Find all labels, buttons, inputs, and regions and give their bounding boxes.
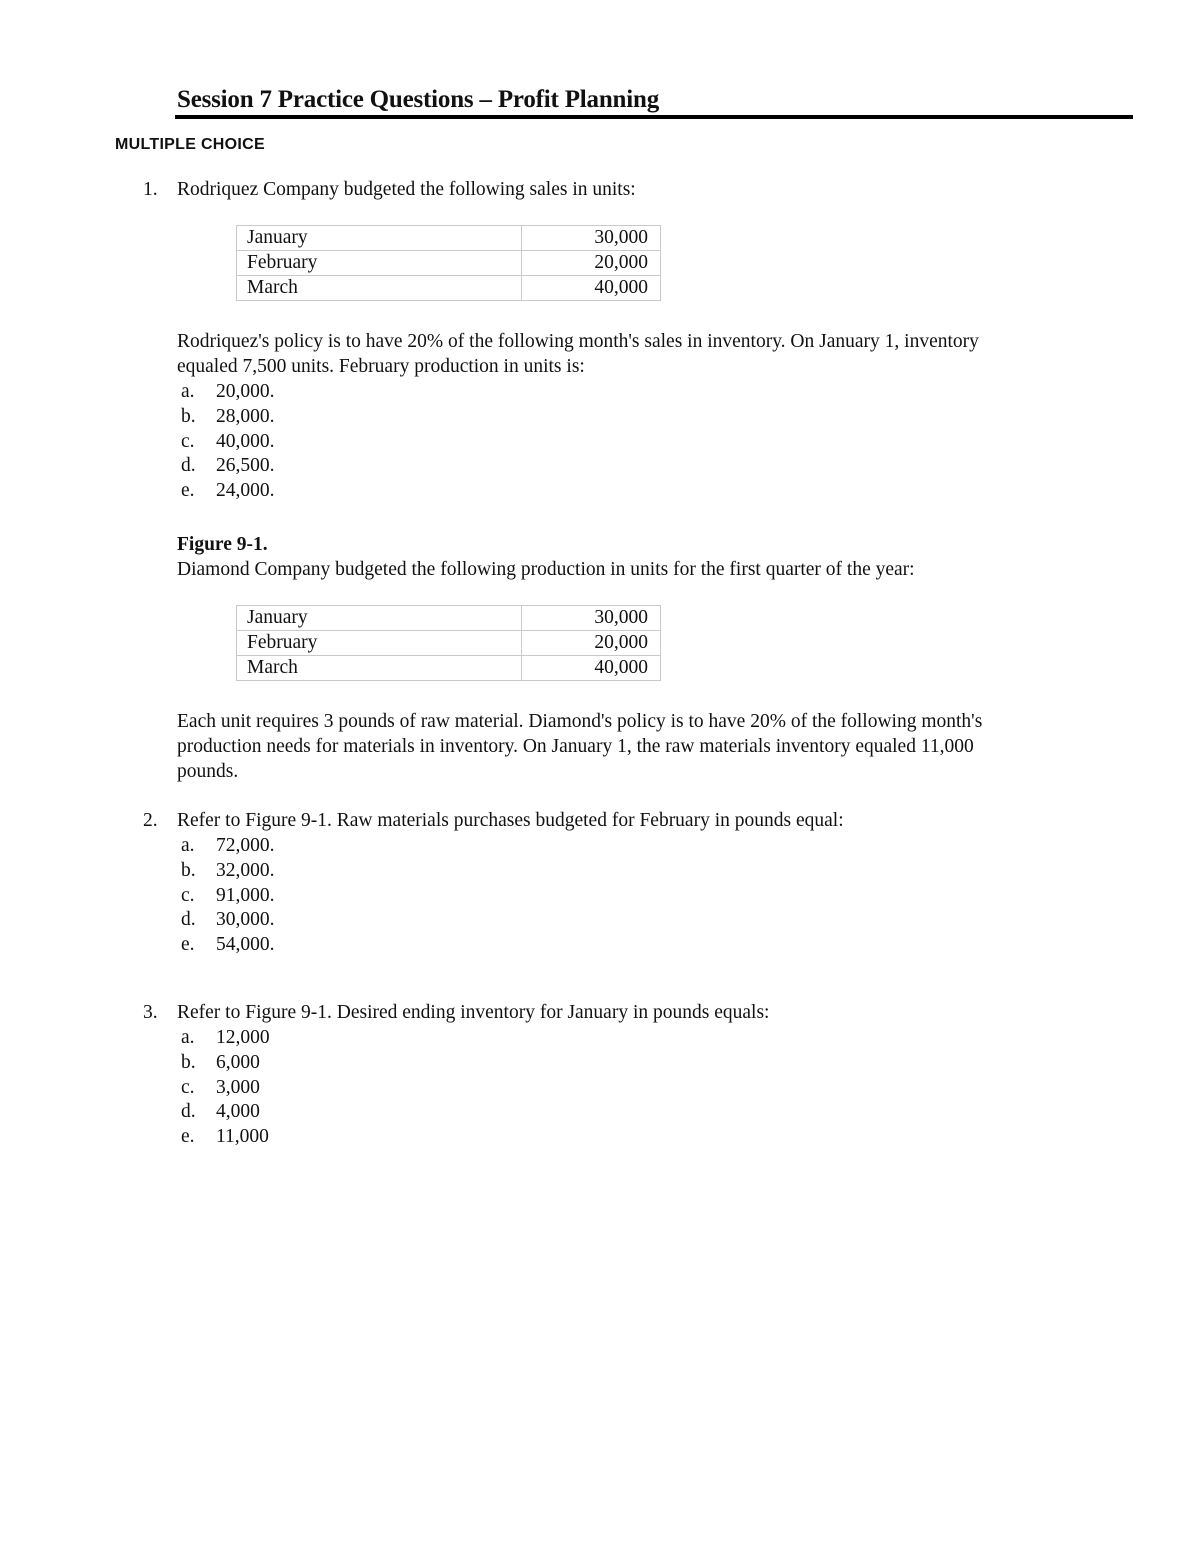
month-cell: February <box>237 631 522 656</box>
page-title: Session 7 Practice Questions – Profit Planning <box>177 86 659 113</box>
option-letter: d. <box>181 1101 196 1122</box>
option-text: 54,000. <box>216 934 275 955</box>
option-text: 11,000 <box>216 1126 269 1147</box>
option-letter: c. <box>181 431 195 452</box>
option-text: 32,000. <box>216 860 275 881</box>
question-2-number: 2. <box>143 810 158 831</box>
option-letter: e. <box>181 934 195 955</box>
question-2-stem: Refer to Figure 9-1. Raw materials purchases budgeted for February in pounds equal: <box>177 810 844 831</box>
question-1-text-line-1: Rodriquez's policy is to have 20% of the following month's sales in inventory. On January 1, inventory <box>177 331 979 352</box>
option-letter: b. <box>181 860 196 881</box>
value-cell: 30,000 <box>522 226 661 251</box>
option-letter: b. <box>181 406 196 427</box>
option-letter: c. <box>181 1077 195 1098</box>
question-1-intro: Rodriquez Company budgeted the following sales in units: <box>177 179 636 200</box>
value-cell: 40,000 <box>522 276 661 301</box>
option-text: 12,000 <box>216 1027 270 1048</box>
production-table <box>236 605 661 681</box>
figure-intro: Diamond Company budgeted the following production in units for the first quarter of the year: <box>177 559 915 580</box>
month-cell: January <box>237 606 522 631</box>
option-text: 4,000 <box>216 1101 260 1122</box>
option-letter: d. <box>181 455 196 476</box>
option-letter: e. <box>181 1126 195 1147</box>
option-text: 91,000. <box>216 885 275 906</box>
figure-text-line-2: production needs for materials in inventory. On January 1, the raw materials inventory equaled 11,000 <box>177 736 974 757</box>
value-cell: 40,000 <box>522 656 661 681</box>
table-row <box>237 276 661 301</box>
section-heading: MULTIPLE CHOICE <box>115 136 265 153</box>
sales-table <box>236 225 661 301</box>
option-letter: e. <box>181 480 195 501</box>
option-letter: b. <box>181 1052 196 1073</box>
month-cell: March <box>237 656 522 681</box>
table-row <box>237 656 661 681</box>
table-row <box>237 226 661 251</box>
figure-label: Figure 9-1. <box>177 534 268 555</box>
value-cell: 30,000 <box>522 606 661 631</box>
option-text: 3,000 <box>216 1077 260 1098</box>
option-text: 6,000 <box>216 1052 260 1073</box>
option-letter: a. <box>181 1027 195 1048</box>
option-text: 28,000. <box>216 406 275 427</box>
value-cell: 20,000 <box>522 251 661 276</box>
option-text: 24,000. <box>216 480 275 501</box>
table-row <box>237 606 661 631</box>
table-row <box>237 631 661 656</box>
table-row <box>237 251 661 276</box>
option-text: 72,000. <box>216 835 275 856</box>
option-letter: d. <box>181 909 196 930</box>
question-1-number: 1. <box>143 179 158 200</box>
title-underline <box>175 115 1133 119</box>
question-3-stem: Refer to Figure 9-1. Desired ending inventory for January in pounds equals: <box>177 1002 770 1023</box>
option-text: 40,000. <box>216 431 275 452</box>
option-letter: a. <box>181 835 195 856</box>
month-cell: February <box>237 251 522 276</box>
question-1-text-line-2: equaled 7,500 units. February production in units is: <box>177 356 585 377</box>
option-letter: a. <box>181 381 195 402</box>
month-cell: January <box>237 226 522 251</box>
option-text: 26,500. <box>216 455 275 476</box>
option-letter: c. <box>181 885 195 906</box>
option-text: 20,000. <box>216 381 275 402</box>
month-cell: March <box>237 276 522 301</box>
figure-text-line-3: pounds. <box>177 761 239 782</box>
value-cell: 20,000 <box>522 631 661 656</box>
option-text: 30,000. <box>216 909 275 930</box>
question-3-number: 3. <box>143 1002 158 1023</box>
figure-text-line-1: Each unit requires 3 pounds of raw material. Diamond's policy is to have 20% of the following month's <box>177 711 983 732</box>
